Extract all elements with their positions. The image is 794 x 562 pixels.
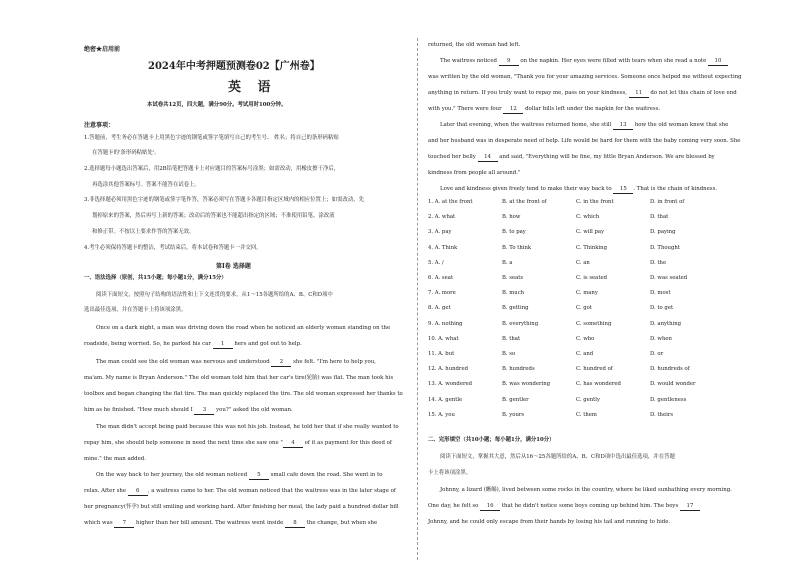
notice-line: 1.答题前，考生务必在答题卡上用黑色字迹的钢笔或签字笔填写自己的考生号、 姓名；将自己的条形码粘贴 — [84, 135, 339, 141]
option-choice: B. everything — [502, 320, 539, 327]
option-choice: C. Thinking — [576, 244, 607, 251]
option-choice: D. to get — [650, 305, 674, 312]
option-choice: C. which — [576, 214, 600, 221]
option-choice: C. got — [576, 305, 592, 312]
option-choice: C. has wondered — [576, 381, 621, 388]
passage-line: touched her belly 14 and said, "Everything will be fine, my little Bryan Anderson. We are blessed by — [428, 154, 715, 160]
option-choice: D. would wonder — [650, 381, 696, 388]
option-choice: B. To think — [502, 244, 532, 251]
column-divider — [417, 38, 418, 560]
blank-7: 7 — [114, 520, 134, 528]
option-choice: B. hundreds — [502, 366, 535, 373]
passage-line: relax. After she 6 , a waitress came to her. The old woman noticed that the waitress was in the later stage of — [84, 488, 396, 494]
option-choice: D. most — [650, 290, 671, 297]
passage-line: On the way back to her journey, the old woman noticed 5 small cafe down the road. She went in to — [96, 472, 383, 478]
passage-line: The man could see the old woman was nervous and understood 2 she felt. "I'm here to help you, — [96, 359, 376, 365]
option-choice: D. or — [650, 351, 664, 357]
option-choice: B. that — [502, 335, 521, 342]
blank-10: 10 — [708, 58, 728, 66]
option-choice: C. hundred of — [576, 366, 613, 373]
option-choice: C. an — [576, 259, 590, 266]
option-choice: B. at the front of — [502, 199, 547, 205]
option-question-a: 11. A. but — [428, 351, 455, 357]
option-choice: B. yours — [502, 411, 525, 418]
blank-9: 9 — [499, 58, 519, 66]
notice-line: 3.非选择题必须用黑色字迹的钢笔或签字笔作答，答案必须写在答题卡各题目指定区域内的相应位置上；如需改动，先 — [84, 197, 365, 203]
option-choice: B. getting — [502, 305, 529, 312]
subject-title: 英 语 — [228, 80, 277, 95]
instruction-line: 阅读下面短文，按照句子结构的语法性和上下文连贯的要求，从1～15各题所给的A、B、C和D项中 — [96, 292, 333, 298]
passage-line: ma'am. My name is Bryan Anderson." The old woman told him that her car's tire(轮胎) was flat. The man took his — [84, 375, 394, 381]
part1-heading: 一、语法选择（原创，共15小题；每小题1分，满分15分） — [84, 275, 227, 281]
blank-6: 6 — [128, 488, 148, 496]
passage-line: which was 7 higher than her bill amount. The waitress went inside 8 the change, but when she — [84, 520, 378, 526]
option-choice: D. Thought — [650, 244, 680, 251]
option-choice: D. hundreds of — [650, 366, 690, 373]
passage-line: The waitress noticed 9 on the napkin. Her eyes were filled with tears when she read a note 10 — [440, 58, 728, 66]
section-heading: 第I卷 选择题 — [216, 263, 251, 270]
option-choice: C. them — [576, 411, 597, 418]
option-choice: D. in front of — [650, 199, 685, 205]
part2-heading: 二、完形填空（共10小题；每小题1分，满分10分） — [428, 437, 555, 443]
option-question-a: 5. A. / — [428, 259, 444, 266]
passage-line: Johnny, and he could only escape from their hands by losing his tail and running to hide. — [428, 519, 671, 525]
option-question-a: 8. A. get — [428, 305, 451, 312]
passage-line: One day, he felt so 16 that he didn't notice some boys coming up behind him. The boys 17 — [428, 503, 700, 511]
blank-12: 12 — [503, 106, 523, 114]
notice-line: 2.选择题每小题选出答案后，用2B铅笔把答题卡上对应题目的答案标号涂黑；如需改动，用橡皮擦干净后， — [84, 166, 340, 172]
passage-line: him as he finished. "How much should I 3 you?" asked the old woman. — [84, 407, 293, 413]
option-choice: D. the — [650, 259, 667, 266]
exam-title: 2024年中考押题预测卷02【广州卷】 — [148, 61, 320, 72]
option-choice: C. will pay — [576, 229, 605, 236]
option-choice: D. was seated — [650, 275, 688, 281]
passage-line: Johnny, a lizard (蜥蜴), lived between some rocks in the country, where he liked sunbathing every morning. — [440, 487, 732, 493]
option-question-a: 12. A. hundred — [428, 366, 468, 373]
passage-line: her pregnancy(怀孕) but still smiling and working hard. After finishing her meal, the lady paid a hundred dollar bill — [84, 504, 399, 510]
blank-16: 16 — [480, 503, 500, 511]
option-choice: C. and — [576, 351, 594, 357]
option-question-a: 9. A. nothing — [428, 320, 463, 327]
blank-3: 3 — [194, 407, 214, 415]
blank-8: 8 — [285, 520, 305, 528]
option-choice: C. many — [576, 290, 598, 297]
blank-11: 11 — [629, 90, 649, 98]
blank-5: 5 — [249, 472, 269, 480]
passage-line: and her husband was in desperate need of help. Life would be hard for them with the baby coming very soon. She — [428, 138, 741, 144]
option-question-a: 14. A. gentle — [428, 396, 463, 403]
option-choice: B. so — [502, 351, 516, 357]
instruction-line: 卡上将该项涂黑。 — [428, 470, 472, 476]
option-question-a: 3. A. pay — [428, 229, 452, 236]
notice-line: 和修正带。不按以上要求作答的答案无效。 — [92, 229, 195, 235]
notice-line: 再选涂其他答案标号。答案不能答在试卷上。 — [92, 182, 200, 188]
notice-line: 4.考生必须保持答题卡的整洁，考试结束后，将本试卷和答题卡一并交回。 — [84, 245, 262, 251]
blank-17: 17 — [680, 503, 700, 511]
option-choice: C. who — [576, 335, 595, 342]
option-choice: C. in the front — [576, 199, 614, 205]
notice-line: 划掉原来的答案，然后再写上新的答案；改动后的答案也不能超出指定的区域；不准使用铅笔、涂改液 — [92, 213, 335, 219]
passage-line: Love and kindness given freely tend to make their way back to 15 . That is the chain of kindness. — [440, 186, 718, 192]
instruction-line: 阅读下面短文，掌握其大意，然后从16～25各题所给的A、B、C和D项中选出最佳选项，并在答题 — [440, 454, 675, 460]
passage-line: with you." There were four 12 dollar bills left under the napkin for the waitress. — [428, 106, 661, 112]
option-choice: D. when — [650, 335, 672, 342]
passage-line: returned, the old woman had left. — [428, 42, 521, 48]
blank-14: 14 — [478, 154, 498, 162]
option-question-a: 4. A. Think — [428, 244, 458, 251]
option-choice: B. how — [502, 214, 521, 221]
option-question-a: 13. A. wondered — [428, 381, 473, 388]
option-question-a: 15. A. you — [428, 411, 455, 418]
notice-heading: 注意事项： — [84, 122, 115, 129]
passage-line: toolbox and began changing the flat tire. The man quickly replaced the tire. The old woman expressed her thanks to — [84, 391, 403, 397]
blank-13: 13 — [613, 122, 633, 130]
option-choice: B. a — [502, 259, 513, 266]
option-choice: D. paying — [650, 229, 676, 236]
option-choice: B. much — [502, 290, 525, 297]
passage-line: mine." the man added. — [84, 456, 146, 462]
option-question-a: 10. A. what — [428, 335, 459, 342]
passage-line: anything in return. If you truly want to repay me, pass on your kindness, 11 do not let this chain of love end — [428, 90, 737, 96]
secret-label: 绝密★启用前 — [84, 46, 121, 53]
option-choice: C. is seated — [576, 275, 607, 281]
option-question-a: 2. A. what — [428, 214, 456, 221]
blank-1: 1 — [213, 341, 233, 349]
option-choice: B. gentler — [502, 396, 529, 403]
notice-line: 在答题卡的'条形码粘贴处'。 — [92, 150, 160, 156]
passage-line: was written by the old woman, "Thank you for your amazing services. Someone once helped me without expecting — [428, 74, 742, 80]
option-choice: C. gently — [576, 396, 600, 403]
option-choice: D. anything — [650, 320, 682, 327]
passage-line: repay him, she should help someone in need the next time she saw one " 4 of it as payment for this deed of — [84, 440, 392, 446]
option-question-a: 6. A. seat — [428, 275, 454, 281]
option-choice: B. seats — [502, 275, 524, 281]
blank-4: 4 — [283, 440, 303, 448]
passage-line: Later that evening, when the waitress returned home, she still 13 how the old woman knew that she — [440, 122, 729, 128]
option-question-a: 1. A. at the front — [428, 199, 473, 205]
passage-line: roadside, being worried. So, he parked his car 1 hers and got out to help. — [84, 341, 302, 347]
blank-2: 2 — [271, 359, 291, 367]
passage-line: The man didn't accept being paid because this was not his job. Instead, he told her that if she really wanted to — [96, 424, 399, 430]
option-choice: D. that — [650, 214, 669, 221]
option-choice: B. was wondering — [502, 381, 551, 388]
option-choice: C. something — [576, 320, 612, 327]
passage-line: Once on a dark night, a man was driving down the road when he noticed an elderly woman standing on the — [96, 325, 391, 331]
instruction-line: 选出最佳选项，并在答题卡上将该项涂黑。 — [84, 307, 187, 313]
option-choice: D. theirs — [650, 411, 674, 418]
passage-line: kindness from people all around." — [428, 170, 521, 176]
option-question-a: 7. A. more — [428, 290, 456, 297]
blank-15: 15 — [613, 186, 633, 194]
exam-info: 本试卷共12页，四大题，满分90分。考试用时100分钟。 — [147, 102, 287, 108]
option-choice: B. to pay — [502, 229, 526, 236]
option-choice: D. gentleness — [650, 396, 687, 403]
